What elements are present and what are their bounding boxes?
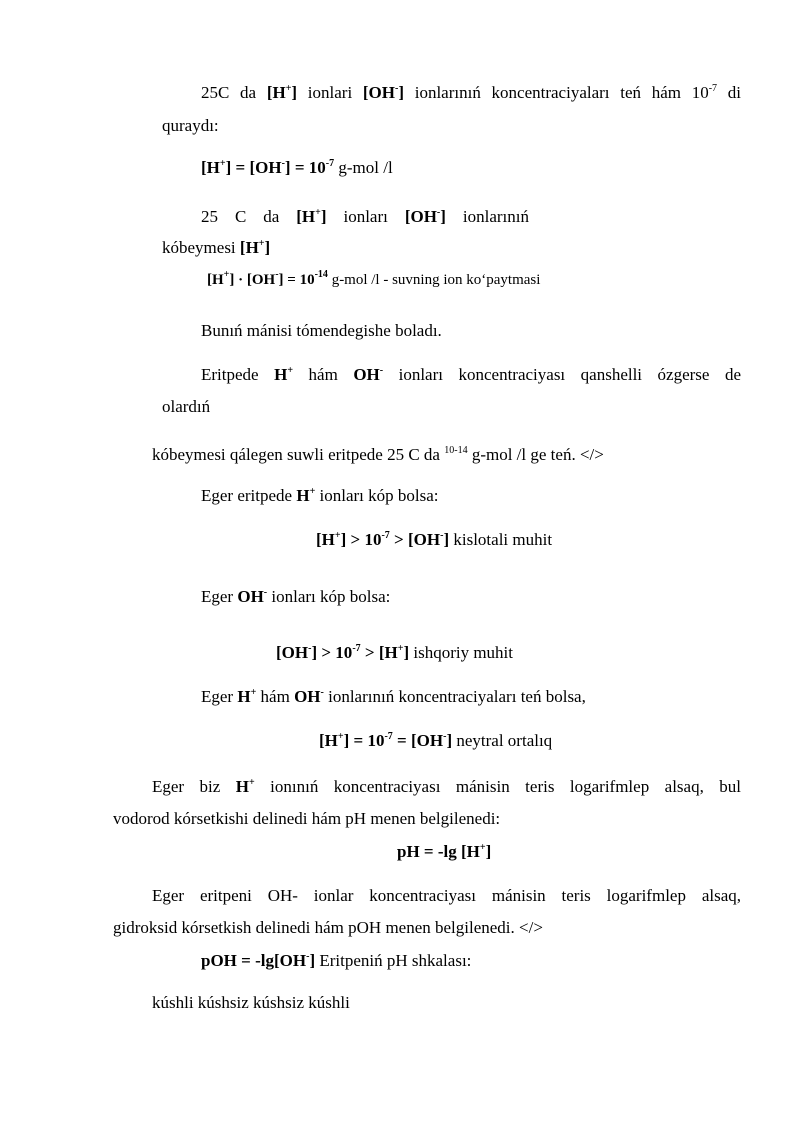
equation: pH = -lg [H+] — [397, 842, 492, 861]
paragraph-line: Bunıń mánisi tómendegishe boladı. — [201, 321, 442, 340]
paragraph-line: vodorod kórsetkishi delinedi hám pH menen belgilenedi: — [113, 809, 501, 828]
equation: $[H^+] = [OH^-] = 10^{-7}$ g-mol /l — [201, 158, 393, 177]
paragraph-line: 25C da [H+] ionlari [OH-] ionlarınıń koncentraciyaları teń hám $10^{-7}$ di — [201, 83, 741, 102]
equation: $[H^+] = 10^{-7} = [OH^-]$ neytral ortalıq — [319, 731, 553, 750]
paragraph-line: Eger OH- ionları kóp bolsa: — [201, 587, 391, 606]
equation: $[H^+] \cdot [OH^-] = 10^{-14}$ g-mol /l - suvning ion koʻpaytmasi — [207, 269, 541, 288]
paragraph-line: kóbeymesi qálegen suwli eritpede 25 C da $^{10-14}$ g-mol /l ge teń. </> — [152, 445, 604, 464]
paragraph-line: kúshli kúshsiz kúshsiz kúshli — [152, 993, 350, 1012]
equation: $[OH^-] > 10^{-7} > [H^+]$ ishqoriy muhit — [276, 643, 514, 662]
equation: pOH = -lg[OH-] Eritpeniń pH shkalası: — [201, 951, 472, 970]
paragraph-line: Eger eritpede H+ ionları kóp bolsa: — [201, 486, 439, 505]
paragraph-line: Eritpede H+ hám OH- ionları koncentraciyası qanshelli ózgerse de — [201, 365, 741, 384]
paragraph-line: kóbeymesi [H+] — [162, 238, 271, 257]
paragraph-line: Eger eritpeni OH- ionlar koncentraciyası mánisin teris logarifmlep alsaq, — [152, 886, 741, 905]
paragraph-line: quraydı: — [162, 116, 219, 135]
paragraph-line: Eger H+ hám OH- ionlarınıń koncentraciyaları teń bolsa, — [201, 687, 586, 706]
paragraph-line: Eger biz H+ ionınıń koncentraciyası mánisin teris logarifmlep alsaq, bul — [152, 777, 742, 796]
equation: $[H^+] > 10^{-7} > [OH^-]$ kislotali muhit — [316, 530, 553, 549]
paragraph-line: gidroksid kórsetkish delinedi hám pOH menen belgilenedi. </> — [113, 918, 543, 937]
paragraph-line: 25 C da [H+] ionları [OH-] ionlarınıń — [201, 207, 529, 226]
paragraph-line: olardıń — [162, 397, 211, 416]
